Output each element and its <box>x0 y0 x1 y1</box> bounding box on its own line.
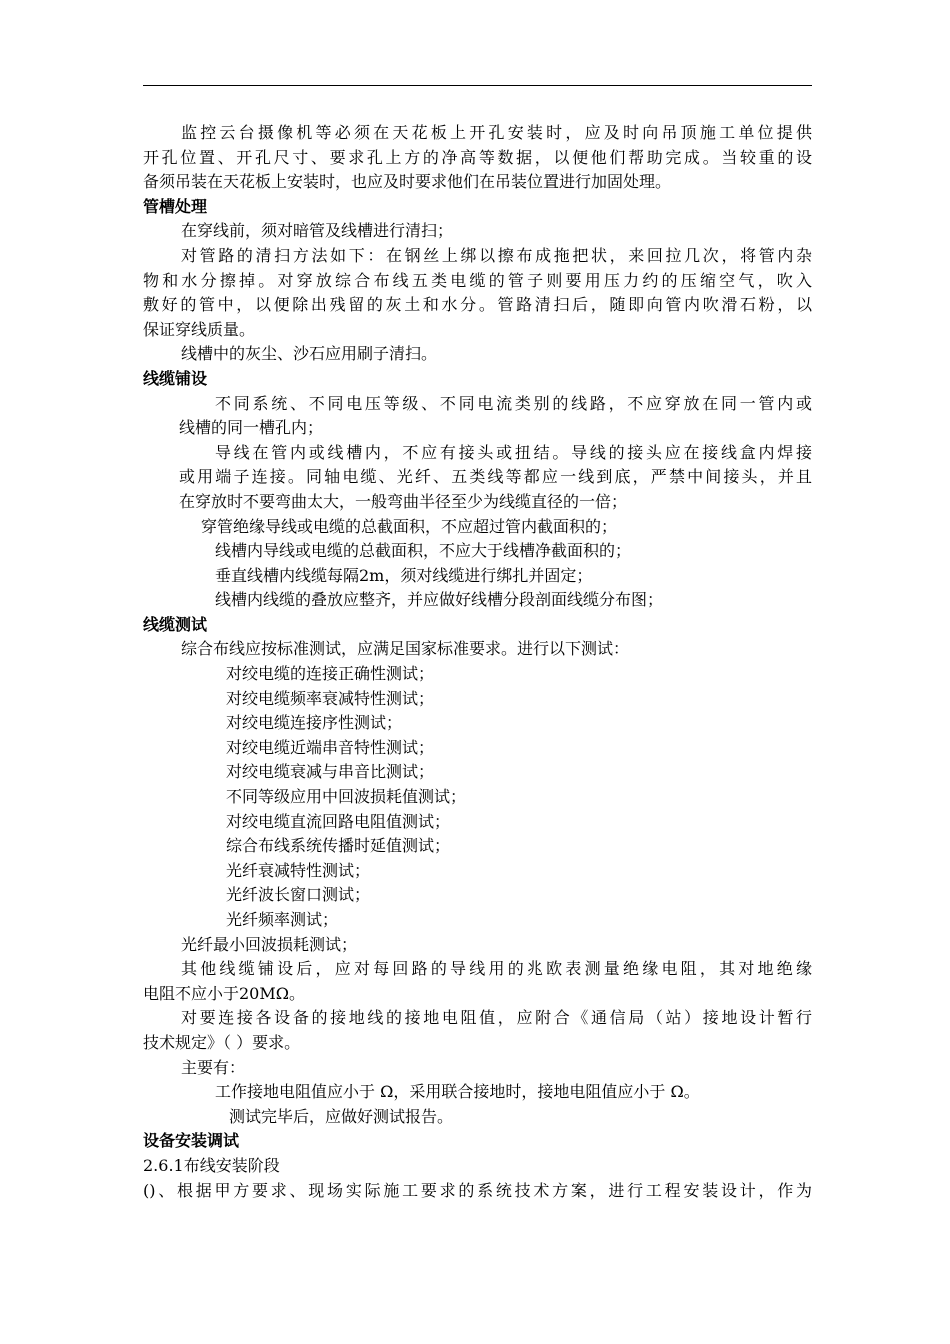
paragraph-line: 技术规定》（ ）要求。 <box>143 1032 301 1052</box>
paragraph-line: 线槽中的灰尘、沙石应用刷子清扫。 <box>181 344 438 364</box>
paragraph-line: 测试完毕后，应做好测试报告。 <box>229 1106 454 1126</box>
section-heading: 管槽处理 <box>143 196 208 216</box>
section-heading: 线缆测试 <box>143 614 208 634</box>
document-body <box>143 121 812 1203</box>
paragraph-line: 穿管绝缘导线或电缆的总截面积，不应超过管内截面积的； <box>201 516 618 536</box>
paragraph-line: 线槽内导线或电缆的总截面积，不应大于线槽净截面积的； <box>215 541 632 561</box>
paragraph-line: 光纤衰减特性测试； <box>226 860 371 880</box>
paragraph-line: 电阻不应小于20MΩ。 <box>143 983 306 1003</box>
paragraph-line: ()、根据甲方要求、现场实际施工要求的系统技术方案，进行工程安装设计，作为 <box>143 1180 812 1200</box>
paragraph-line: 对绞电缆衰减与串音比测试； <box>226 762 435 782</box>
paragraph-line: 工作接地电阻值应小于 Ω，采用联合接地时，接地电阻值应小于 Ω。 <box>215 1082 700 1102</box>
paragraph-line: 导线在管内或线槽内，不应有接头或扭结。导线的接头应在接线盒内焊接 <box>215 442 812 462</box>
paragraph-line: 备须吊装在天花板上安装时，也应及时要求他们在吊装位置进行加固处理。 <box>143 172 672 192</box>
paragraph-line: 对绞电缆频率衰减特性测试； <box>226 688 435 708</box>
paragraph-line: 综合布线应按标准测试，应满足国家标准要求。进行以下测试： <box>181 639 630 659</box>
paragraph-line: 光纤波长窗口测试； <box>226 885 371 905</box>
paragraph-line: 主要有： <box>181 1057 246 1077</box>
paragraph-line: 对管路的清扫方法如下：在钢丝上绑以擦布成拖把状，来回拉几次，将管内杂 <box>181 245 812 265</box>
paragraph-line: 线槽的同一槽孔内； <box>179 418 324 438</box>
paragraph-line: 保证穿线质量。 <box>143 319 256 339</box>
paragraph-line: 在穿放时不要弯曲太大，一般弯曲半径至少为线缆直径的一倍； <box>179 491 628 511</box>
paragraph-line: 对绞电缆直流回路电阻值测试； <box>226 811 451 831</box>
paragraph-line: 敷好的管中，以便除出残留的灰土和水分。管路清扫后，随即向管内吹滑石粉，以 <box>143 295 812 315</box>
section-heading: 设备安装调试 <box>143 1131 240 1151</box>
paragraph-line: 对要连接各设备的接地线的接地电阻值，应附合《通信局（站）接地设计暂行 <box>181 1008 812 1028</box>
paragraph-line: 对绞电缆的连接正确性测试； <box>226 664 435 684</box>
paragraph-line: 光纤频率测试； <box>226 910 339 929</box>
paragraph-line: 对绞电缆近端串音特性测试； <box>226 737 435 757</box>
section-heading: 线缆铺设 <box>143 368 208 388</box>
paragraph-line: 其他线缆铺设后，应对每回路的导线用的兆欧表测量绝缘电阻，其对地绝缘 <box>181 959 812 979</box>
paragraph-line: 光纤最小回波损耗测试； <box>181 934 358 954</box>
paragraph-line: 开孔位置、开孔尺寸、要求孔上方的净高等数据，以便他们帮助完成。当较重的设 <box>143 147 812 167</box>
header-rule <box>143 85 812 86</box>
paragraph-line: 不同等级应用中回波损耗值测试； <box>226 787 467 807</box>
paragraph-line: 对绞电缆连接序性测试； <box>226 713 403 733</box>
paragraph-line: 综合布线系统传播时延值测试； <box>226 836 451 856</box>
paragraph-line: 物和水分擦掉。对穿放综合布线五类电缆的管子则要用压力约的压缩空气，吹入 <box>143 270 812 290</box>
paragraph-line: 垂直线槽内线缆每隔2m，须对线缆进行绑扎并固定； <box>215 565 593 585</box>
paragraph-line: 或用端子连接。同轴电缆、光纤、五类线等都应一线到底，严禁中间接头，并且 <box>179 467 812 487</box>
paragraph-line: 2.6.1布线安装阶段 <box>143 1155 280 1175</box>
paragraph-line: 线槽内线缆的叠放应整齐，并应做好线槽分段剖面线缆分布图； <box>215 590 664 610</box>
paragraph-line: 在穿线前，须对暗管及线槽进行清扫； <box>181 221 454 241</box>
paragraph-line: 监控云台摄像机等必须在天花板上开孔安装时，应及时向吊顶施工单位提供 <box>181 123 812 142</box>
paragraph-line: 不同系统、不同电压等级、不同电流类别的线路，不应穿放在同一管内或 <box>215 393 812 413</box>
